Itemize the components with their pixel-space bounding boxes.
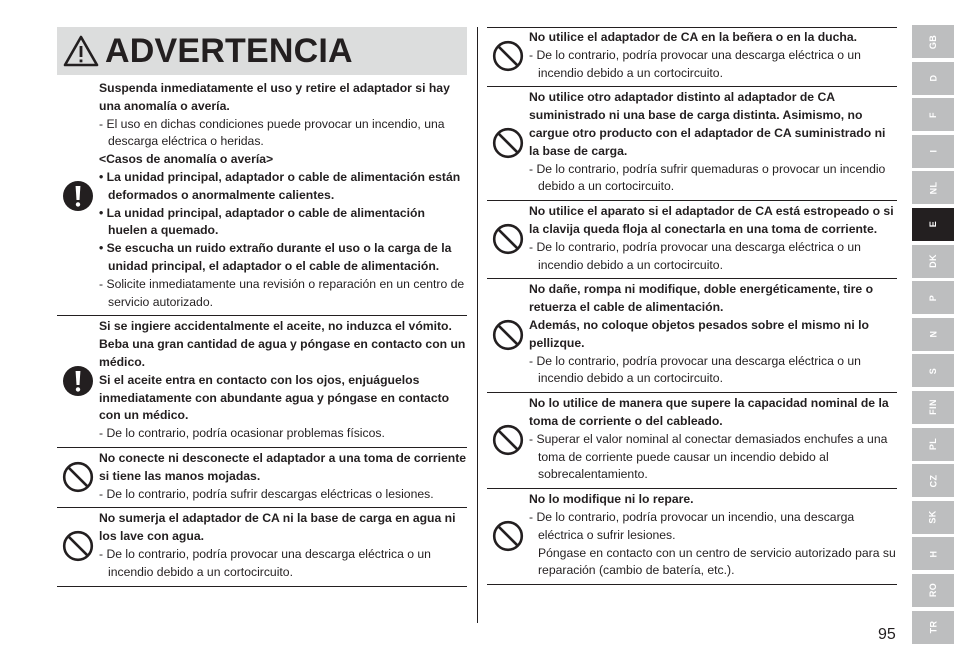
warning-heading: <Casos de anomalía o avería>	[99, 152, 274, 167]
warning-detail: - De lo contrario, podría provocar un incendio, una descarga eléctrica o sufrir lesiones.	[529, 509, 855, 542]
prohibition-icon	[492, 520, 524, 552]
language-tab-label: SK	[928, 510, 938, 524]
language-tab-label: CZ	[928, 474, 938, 488]
warning-entry	[57, 448, 467, 508]
anomaly-bullet: • La unidad principal, adaptador o cable de alimentación están deformados o anormalmente calientes.	[99, 169, 461, 202]
warning-detail: - Solicite inmediatamente una revisión o reparación en un centro de servicio autorizado.	[99, 276, 465, 309]
language-tab-f[interactable]	[912, 98, 954, 131]
warning-heading: No conecte ni desconecte el adaptador a una toma de corriente si tiene las manos mojadas.	[99, 450, 467, 483]
entry-icon-cell	[487, 319, 529, 351]
entry-text	[529, 203, 897, 274]
warning-entry	[487, 201, 897, 279]
entry-text	[99, 510, 467, 581]
language-tab-e[interactable]	[912, 208, 954, 241]
language-tab-i[interactable]	[912, 135, 954, 168]
entry-icon-cell	[487, 40, 529, 72]
warning-heading: No utilice otro adaptador distinto al adaptador de CA suministrado ni una base de carga distinta. Asimismo, no cargue otro producto con el adaptador de CA suministrado ni la base de carga.	[529, 90, 886, 158]
language-tab-label: E	[928, 221, 938, 228]
prohibition-icon	[492, 424, 524, 456]
language-tab-label: TR	[928, 620, 938, 634]
language-tab-label: PL	[928, 437, 938, 451]
entry-icon-cell	[487, 127, 529, 159]
warning-heading: No utilice el aparato si el adaptador de CA está estropeado o si la clavija queda floja al conectarla en una toma de corriente.	[529, 204, 894, 236]
language-tab-dk[interactable]	[912, 245, 954, 278]
language-tab-h[interactable]	[912, 537, 954, 570]
language-tab-label: DK	[928, 254, 938, 268]
page-title: ADVERTENCIA	[105, 32, 353, 70]
prohibition-icon	[492, 223, 524, 255]
language-tab-label: GB	[928, 34, 938, 49]
language-tab-sk[interactable]	[912, 501, 954, 534]
language-tabs	[912, 25, 954, 647]
warning-entry	[487, 489, 897, 585]
language-tab-label: S	[928, 367, 938, 375]
entry-icon-cell	[57, 530, 99, 562]
warning-detail: - De lo contrario, podría provocar una descarga eléctrica o un incendio debido a un cortocircuito.	[529, 353, 861, 386]
anomaly-bullet: • La unidad principal, adaptador o cable de alimentación huelen a quemado.	[99, 205, 425, 238]
language-tab-d[interactable]	[912, 62, 954, 95]
warning-heading: Si se ingiere accidentalmente el aceite, no induzca el vómito. Beba una gran cantidad de agua y póngase en contacto con un médico.	[99, 319, 466, 369]
entry-icon-cell	[487, 223, 529, 255]
warning-entry	[57, 316, 467, 448]
warning-heading: Suspenda inmediatamente el uso y retire el adaptador si hay una anomalía o avería.	[99, 81, 450, 113]
warning-entry	[487, 393, 897, 489]
warning-detail: - De lo contrario, podría sufrir quemaduras o provocar un incendio debido a un cortocircuito.	[529, 161, 886, 194]
warning-detail: - El uso en dichas condiciones puede provocar un incendio, una descarga eléctrica o heridas.	[99, 116, 445, 149]
entry-text	[529, 29, 897, 82]
warning-entry	[57, 78, 467, 316]
exclamation-icon	[63, 366, 93, 396]
language-tab-label: F	[928, 111, 938, 118]
language-tab-label: FIN	[927, 399, 938, 416]
warning-entry	[487, 27, 897, 87]
warning-detail: - De lo contrario, podría provocar una descarga eléctrica o un incendio debido a un cortocircuito.	[529, 239, 861, 272]
language-tab-label: RO	[928, 583, 938, 598]
entry-text	[99, 450, 467, 503]
right-column	[487, 27, 897, 585]
prohibition-icon	[62, 461, 94, 493]
language-tab-label: H	[928, 550, 938, 558]
warning-detail: - De lo contrario, podría provocar una descarga eléctrica o un incendio debido a un cortocircuito.	[529, 47, 861, 80]
warning-entry	[57, 508, 467, 586]
entry-text	[99, 318, 467, 443]
language-tab-gb[interactable]	[912, 25, 954, 58]
warning-detail: - De lo contrario, podría ocasionar problemas físicos.	[99, 426, 385, 441]
warning-detail: - Superar el valor nominal al conectar demasiados enchufes a una toma de corriente puede causar un incendio debido al sobrecalentamiento.	[529, 431, 888, 482]
entry-text	[529, 281, 897, 388]
entry-text	[99, 80, 467, 311]
entry-icon-cell	[57, 366, 99, 396]
exclamation-icon	[63, 181, 93, 211]
warning-heading: No utilice el adaptador de CA en la beñera o en la ducha.	[529, 30, 858, 44]
warning-heading: Si el aceite entra en contacto con los ojos, enjuáguelos inmediatamente con abundante agua y póngase en contacto con un médico.	[99, 372, 450, 423]
column-divider	[477, 27, 478, 623]
language-tab-nl[interactable]	[912, 171, 954, 204]
warning-entry	[487, 87, 897, 201]
warning-heading: Además, no coloque objetos pesados sobre el mismo ni lo pellizque.	[529, 317, 869, 350]
warning-detail: Póngase en contacto con un centro de servicio autorizado para su reparación (cambio de batería, etc.).	[538, 545, 896, 578]
language-tab-tr[interactable]	[912, 611, 954, 644]
entry-icon-cell	[57, 461, 99, 493]
left-column	[57, 78, 467, 587]
warning-heading: No lo utilice de manera que supere la capacidad nominal de la toma de corriente o del cableado.	[529, 396, 889, 428]
language-tab-label: NL	[928, 181, 938, 195]
warning-detail: - De lo contrario, podría sufrir descargas eléctricas o lesiones.	[99, 486, 434, 501]
warning-title-bar	[57, 27, 467, 75]
language-tab-cz[interactable]	[912, 464, 954, 497]
prohibition-icon	[492, 319, 524, 351]
entry-text	[529, 89, 897, 196]
warning-heading: No dañe, rompa ni modifique, doble energéticamente, tire o retuerza el cable de alimentación.	[529, 282, 874, 315]
entry-text	[529, 395, 897, 484]
entry-icon-cell	[487, 520, 529, 552]
warning-triangle-icon	[63, 35, 99, 67]
anomaly-bullet: • Se escucha un ruido extraño durante el uso o la carga de la unidad principal, el adaptador o el cable de alimentación.	[99, 241, 452, 273]
entry-icon-cell	[57, 181, 99, 211]
page-number: 95	[878, 626, 896, 643]
language-tab-p[interactable]	[912, 281, 954, 314]
language-tab-ro[interactable]	[912, 574, 954, 607]
prohibition-icon	[492, 127, 524, 159]
language-tab-label: N	[928, 330, 938, 338]
prohibition-icon	[492, 40, 524, 72]
prohibition-icon	[62, 530, 94, 562]
language-tab-label: I	[928, 149, 938, 153]
warning-heading: No sumerja el adaptador de CA ni la base de carga en agua ni los lave con agua.	[99, 511, 456, 544]
language-tab-label: D	[928, 74, 938, 82]
entry-text	[529, 491, 897, 580]
entry-icon-cell	[487, 424, 529, 456]
warning-entry	[487, 279, 897, 393]
language-tab-s[interactable]	[912, 354, 954, 387]
language-tab-fin[interactable]	[912, 391, 954, 424]
language-tab-pl[interactable]	[912, 428, 954, 461]
warning-detail: - De lo contrario, podría provocar una descarga eléctrica o un incendio debido a un cortocircuito.	[99, 546, 431, 579]
language-tab-n[interactable]	[912, 318, 954, 351]
language-tab-label: P	[928, 294, 938, 301]
warning-heading: No lo modifique ni lo repare.	[529, 492, 694, 507]
